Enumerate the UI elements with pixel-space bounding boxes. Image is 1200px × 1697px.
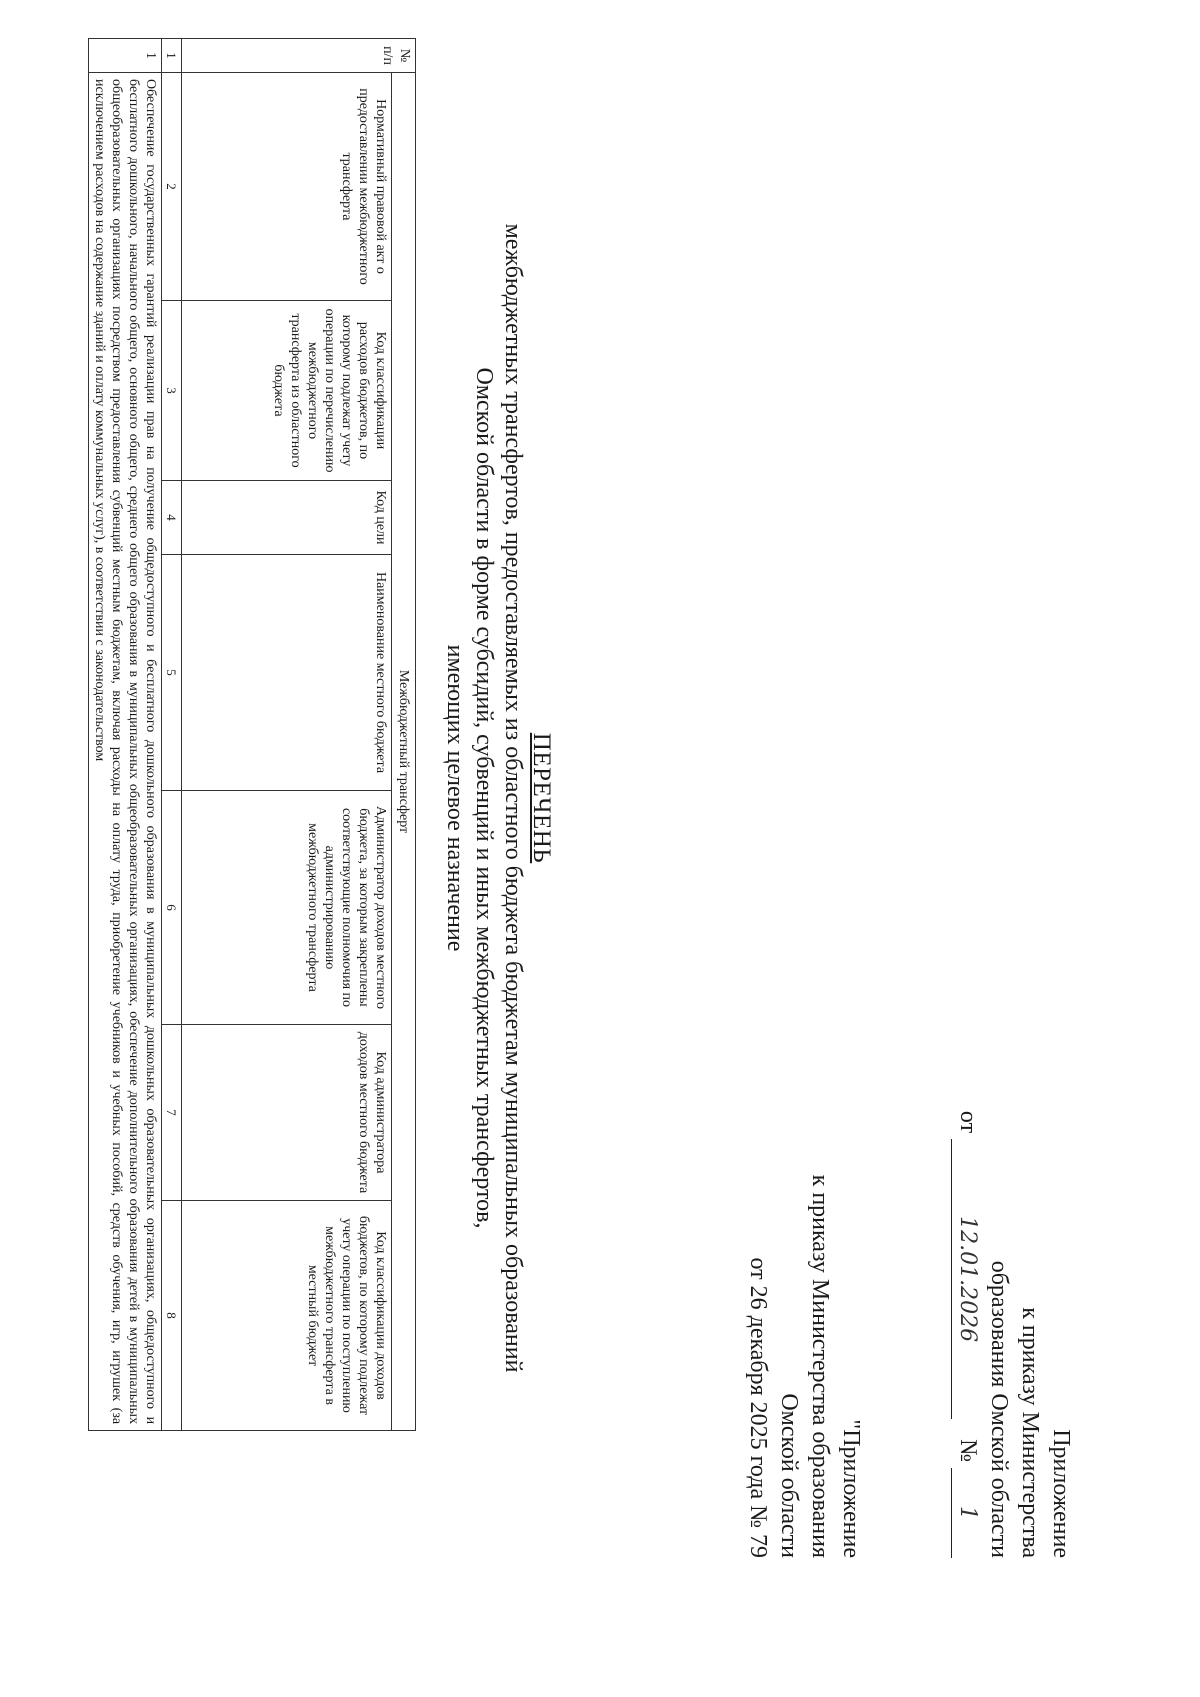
header-local-budget: Наименование местного бюджета — [182, 555, 392, 791]
transfers-table — [88, 38, 416, 1431]
number-label: № — [955, 1439, 981, 1462]
column-number-6: 6 — [162, 791, 182, 1025]
header-purpose-code: Код цели — [182, 481, 392, 555]
table-header-row-1 — [392, 39, 416, 1431]
approval-line-1: Приложение — [1048, 1429, 1074, 1558]
previous-approval-line-4: от 26 декабря 2025 года № 79 — [745, 1257, 771, 1558]
header-number: № п/п — [182, 39, 416, 73]
date-field — [951, 1139, 983, 1419]
column-number-1: 1 — [162, 39, 182, 73]
approval-block-current — [951, 918, 1076, 1558]
column-number-2: 2 — [162, 73, 182, 301]
table-row — [89, 39, 162, 1431]
title-heading: ПЕРЕЧЕНЬ — [528, 732, 555, 864]
previous-approval-line-1: "Приложение — [838, 1419, 864, 1558]
header-expense-code: Код классификации расходов бюджетов, по которому подлежат учету операции по перечислению межбюджетного трансферта из областного бюджета — [182, 301, 392, 481]
approval-line-2: к приказу Министерства — [1017, 1307, 1043, 1558]
title-line-2: Омской области в форме субсидий, субвенций и иных межбюджетных трансфертов, — [471, 367, 497, 1229]
column-number-7: 7 — [162, 1025, 182, 1201]
from-label: от — [955, 1110, 981, 1134]
handwritten-number: 1 — [955, 1506, 980, 1520]
approval-date-number-line — [951, 918, 983, 1558]
column-number-3: 3 — [162, 301, 182, 481]
header-administrator-code: Код администратора доходов местного бюджета — [182, 1025, 392, 1201]
approval-block-previous — [742, 918, 866, 1558]
number-field — [951, 1468, 983, 1558]
row-number: 1 — [89, 39, 162, 73]
header-group-transfer: Межбюджетный трансферт — [392, 73, 416, 1431]
approval-line-3: образования Омской области — [986, 1260, 1012, 1558]
document-title — [440, 38, 556, 1558]
title-line-1: межбюджетных трансфертов, предоставляемых из областного бюджета бюджетам муниципальных образований — [500, 223, 526, 1373]
column-number-8: 8 — [162, 1201, 182, 1431]
document-sheet — [76, 38, 1076, 1558]
column-number-5: 5 — [162, 555, 182, 791]
row-description: Обеспечение государственных гарантий реализации прав на получение общедоступного и бесплатного дошкольного образования в муниципальных дошкольных образовательных организациях, общедоступного и бесплатного дошкольного, начального общего, основного общего, среднего общего образования в муниципальных общеобразовательных организациях, обеспечение дополнительного образования детей в муниципальных общеобразовательных организациях посредством предоставления субвенций местным бюджетам, включая расходы на оплату труда, приобретение учебников и учебных пособий, средств обучения, игр, игрушек (за исключением расходов на содержание зданий и оплату коммунальных услуг), в соответствии с законодательством — [89, 73, 162, 1431]
title-line-3: имеющих целевое назначение — [442, 644, 468, 952]
handwritten-date: 12.01.2026 — [955, 1216, 980, 1343]
header-legal-act: Нормативный правовой акт о предоставлении межбюджетного трансферта — [182, 73, 392, 301]
table-header-row-2 — [182, 39, 392, 1431]
previous-approval-line-3: Омской области — [776, 1393, 802, 1558]
previous-approval-line-2: к приказу Министерства образования — [807, 1174, 833, 1558]
column-number-4: 4 — [162, 481, 182, 555]
header-revenue-administrator: Администратор доходов местного бюджета, за которым закреплены соответствующие полномочия по администрированию межбюджетного трансферта — [182, 791, 392, 1025]
header-revenue-code: Код классификации доходов бюджетов, по которому подлежат учету операции по поступлению межбюджетного трансферта в местный бюджет — [182, 1201, 392, 1431]
column-numbers-row — [162, 39, 182, 1431]
